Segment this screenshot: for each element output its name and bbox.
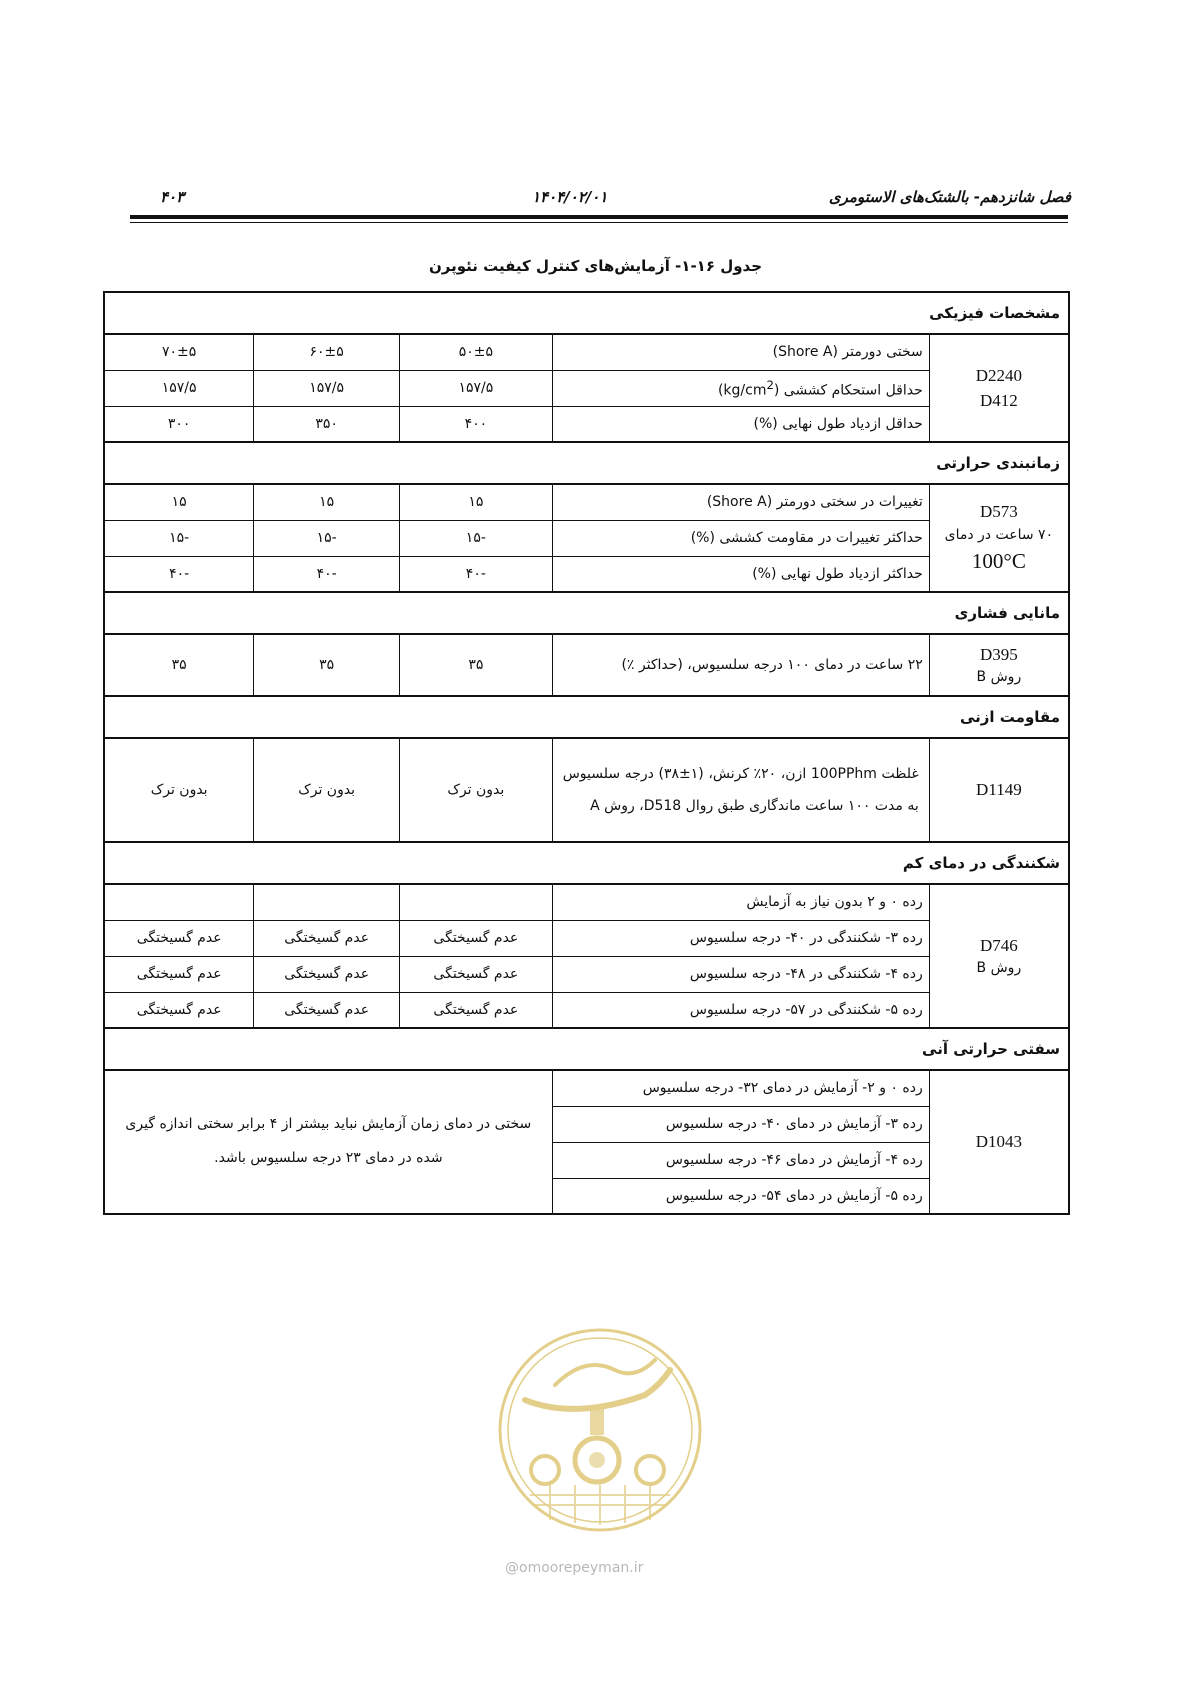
section-title: مانایی فشاری bbox=[104, 592, 1069, 634]
section-header-instant bbox=[104, 1028, 1069, 1070]
value-cell: -۴۰ bbox=[400, 556, 553, 592]
standard-code-cell bbox=[929, 884, 1069, 1028]
superscript: 2 bbox=[766, 377, 774, 392]
watermark-logo bbox=[495, 1325, 705, 1539]
header-rule-thin bbox=[130, 222, 1068, 223]
standard-code-cell bbox=[929, 634, 1069, 696]
section-title: شکنندگی در دمای کم bbox=[104, 842, 1069, 884]
value-cell: ۱۵۷/۵ bbox=[104, 370, 254, 406]
value-cell: -۱۵ bbox=[400, 520, 553, 556]
description-end: ) bbox=[717, 382, 724, 399]
value-cell: ۶۰±۵ bbox=[254, 334, 400, 370]
requirement-note: سختی در دمای زمان آزمایش نباید بیشتر از ۴ برابر سختی اندازه گیری شده در دمای ۲۳ درجه سلسیوس باشد. bbox=[104, 1070, 552, 1214]
test-description: رده ۰ و ۲- آزمایش در دمای ۳۲- درجه سلسیوس bbox=[552, 1070, 929, 1106]
table-row bbox=[104, 334, 1069, 370]
table-row bbox=[104, 738, 1069, 842]
value-cell: عدم گسیختگی bbox=[400, 992, 553, 1028]
standard-code: D395 bbox=[979, 644, 1018, 664]
watermark-seal-icon bbox=[495, 1325, 705, 1535]
table-row bbox=[104, 484, 1069, 520]
value-cell: ۳۰۰ bbox=[104, 406, 254, 442]
value-cell: عدم گسیختگی bbox=[104, 920, 254, 956]
table-row bbox=[104, 406, 1069, 442]
table-row bbox=[104, 1070, 1069, 1106]
value-cell: عدم گسیختگی bbox=[104, 956, 254, 992]
section-header-ozone bbox=[104, 696, 1069, 738]
test-description: رده ۵- شکنندگی در ۵۷- درجه سلسیوس bbox=[552, 992, 929, 1028]
table-row bbox=[104, 956, 1069, 992]
value-cell: ۱۵ bbox=[104, 484, 254, 520]
test-description: سختی دورمتر (Shore A) bbox=[552, 334, 929, 370]
value-cell: -۴۰ bbox=[254, 556, 400, 592]
table-row bbox=[104, 370, 1069, 406]
section-title: مقاومت ازنی bbox=[104, 696, 1069, 738]
test-description: غلظت 100PPhm ازن، ۲۰٪ کرنش، (۱±۳۸) درجه سلسیوس به مدت ۱۰۰ ساعت ماندگاری طبق روال D518، روش A bbox=[552, 738, 929, 842]
value-cell: -۱۵ bbox=[104, 520, 254, 556]
standard-code: D1149 bbox=[929, 738, 1069, 842]
value-cell: ۷۰±۵ bbox=[104, 334, 254, 370]
value-cell: ۱۵۷/۵ bbox=[400, 370, 553, 406]
value-cell: عدم گسیختگی bbox=[104, 992, 254, 1028]
table-row bbox=[104, 884, 1069, 920]
header-rule-thick bbox=[130, 215, 1068, 219]
section-header-compression bbox=[104, 592, 1069, 634]
page-number: ۴۰۳ bbox=[160, 188, 185, 206]
standard-code-cell bbox=[929, 334, 1069, 442]
value-cell bbox=[254, 884, 400, 920]
value-cell: عدم گسیختگی bbox=[254, 956, 400, 992]
condition-text: ۷۰ ساعت در دمای bbox=[944, 526, 1054, 543]
standard-code: D746 bbox=[979, 935, 1018, 955]
test-description: ۲۲ ساعت در دمای ۱۰۰ درجه سلسیوس، (حداکثر ٪) bbox=[552, 634, 929, 696]
test-description: رده ۴- آزمایش در دمای ۴۶- درجه سلسیوس bbox=[552, 1142, 929, 1178]
table-row bbox=[104, 920, 1069, 956]
standard-code: D2240 bbox=[975, 365, 1023, 385]
value-cell: ۳۵ bbox=[254, 634, 400, 696]
standard-code: D1043 bbox=[929, 1070, 1069, 1214]
standard-code: D412 bbox=[979, 391, 1018, 410]
method-text: روش B bbox=[976, 669, 1022, 686]
table-row bbox=[104, 556, 1069, 592]
test-description: حداقل ازدیاد طول نهایی (%) bbox=[552, 406, 929, 442]
value-cell: بدون ترک bbox=[400, 738, 553, 842]
table-row bbox=[104, 634, 1069, 696]
section-title: زمانبندی حرارتی bbox=[104, 442, 1069, 484]
test-description bbox=[552, 370, 929, 406]
value-cell: ۵۰±۵ bbox=[400, 334, 553, 370]
value-cell: -۴۰ bbox=[104, 556, 254, 592]
description-text: حداقل استحکام کششی (kg/cm bbox=[723, 382, 923, 399]
test-description: حداکثر ازدیاد طول نهایی (%) bbox=[552, 556, 929, 592]
test-description: تغییرات در سختی دورمتر (Shore A) bbox=[552, 484, 929, 520]
section-header-lowtemp bbox=[104, 842, 1069, 884]
value-cell: عدم گسیختگی bbox=[400, 956, 553, 992]
value-cell: ۳۵۰ bbox=[254, 406, 400, 442]
value-cell: عدم گسیختگی bbox=[254, 992, 400, 1028]
test-description: رده ۳- آزمایش در دمای ۴۰- درجه سلسیوس bbox=[552, 1106, 929, 1142]
section-header-physical bbox=[104, 292, 1069, 334]
header-date: ۱۴۰۴/۰۲/۰۱ bbox=[532, 188, 608, 206]
test-description: رده ۰ و ۲ بدون نیاز به آزمایش bbox=[552, 884, 929, 920]
chapter-title: فصل شانزدهم- بالشتک‌های الاستومری bbox=[828, 188, 1071, 206]
watermark-site: @omoorepeyman.ir bbox=[505, 1560, 644, 1576]
value-cell: عدم گسیختگی bbox=[254, 920, 400, 956]
test-description: رده ۴- شکنندگی در ۴۸- درجه سلسیوس bbox=[552, 956, 929, 992]
value-cell bbox=[104, 884, 254, 920]
table-caption: جدول ۱۶-۱- آزمایش‌های کنترل کیفیت نئوپرن bbox=[428, 257, 763, 275]
table-row bbox=[104, 520, 1069, 556]
temperature: 100°C bbox=[971, 548, 1026, 573]
standard-code-cell bbox=[929, 484, 1069, 592]
value-cell: ۴۰۰ bbox=[400, 406, 553, 442]
test-description: رده ۳- شکنندگی در ۴۰- درجه سلسیوس bbox=[552, 920, 929, 956]
value-cell: بدون ترک bbox=[104, 738, 254, 842]
value-cell: ۳۵ bbox=[400, 634, 553, 696]
value-cell: بدون ترک bbox=[254, 738, 400, 842]
value-cell: ۱۵۷/۵ bbox=[254, 370, 400, 406]
method-text: روش B bbox=[976, 960, 1022, 977]
section-title: مشخصات فیزیکی bbox=[104, 292, 1069, 334]
section-title: سفتی حرارتی آنی bbox=[104, 1028, 1069, 1070]
section-header-aging bbox=[104, 442, 1069, 484]
standard-code: D573 bbox=[979, 502, 1018, 521]
quality-control-table bbox=[103, 291, 1070, 1215]
value-cell: ۱۵ bbox=[400, 484, 553, 520]
value-cell: عدم گسیختگی bbox=[400, 920, 553, 956]
test-description: حداکثر تغییرات در مقاومت کششی (%) bbox=[552, 520, 929, 556]
test-description: رده ۵- آزمایش در دمای ۵۴- درجه سلسیوس bbox=[552, 1178, 929, 1214]
value-cell: ۱۵ bbox=[254, 484, 400, 520]
value-cell: -۱۵ bbox=[254, 520, 400, 556]
value-cell: ۳۵ bbox=[104, 634, 254, 696]
value-cell bbox=[400, 884, 553, 920]
table-row bbox=[104, 992, 1069, 1028]
